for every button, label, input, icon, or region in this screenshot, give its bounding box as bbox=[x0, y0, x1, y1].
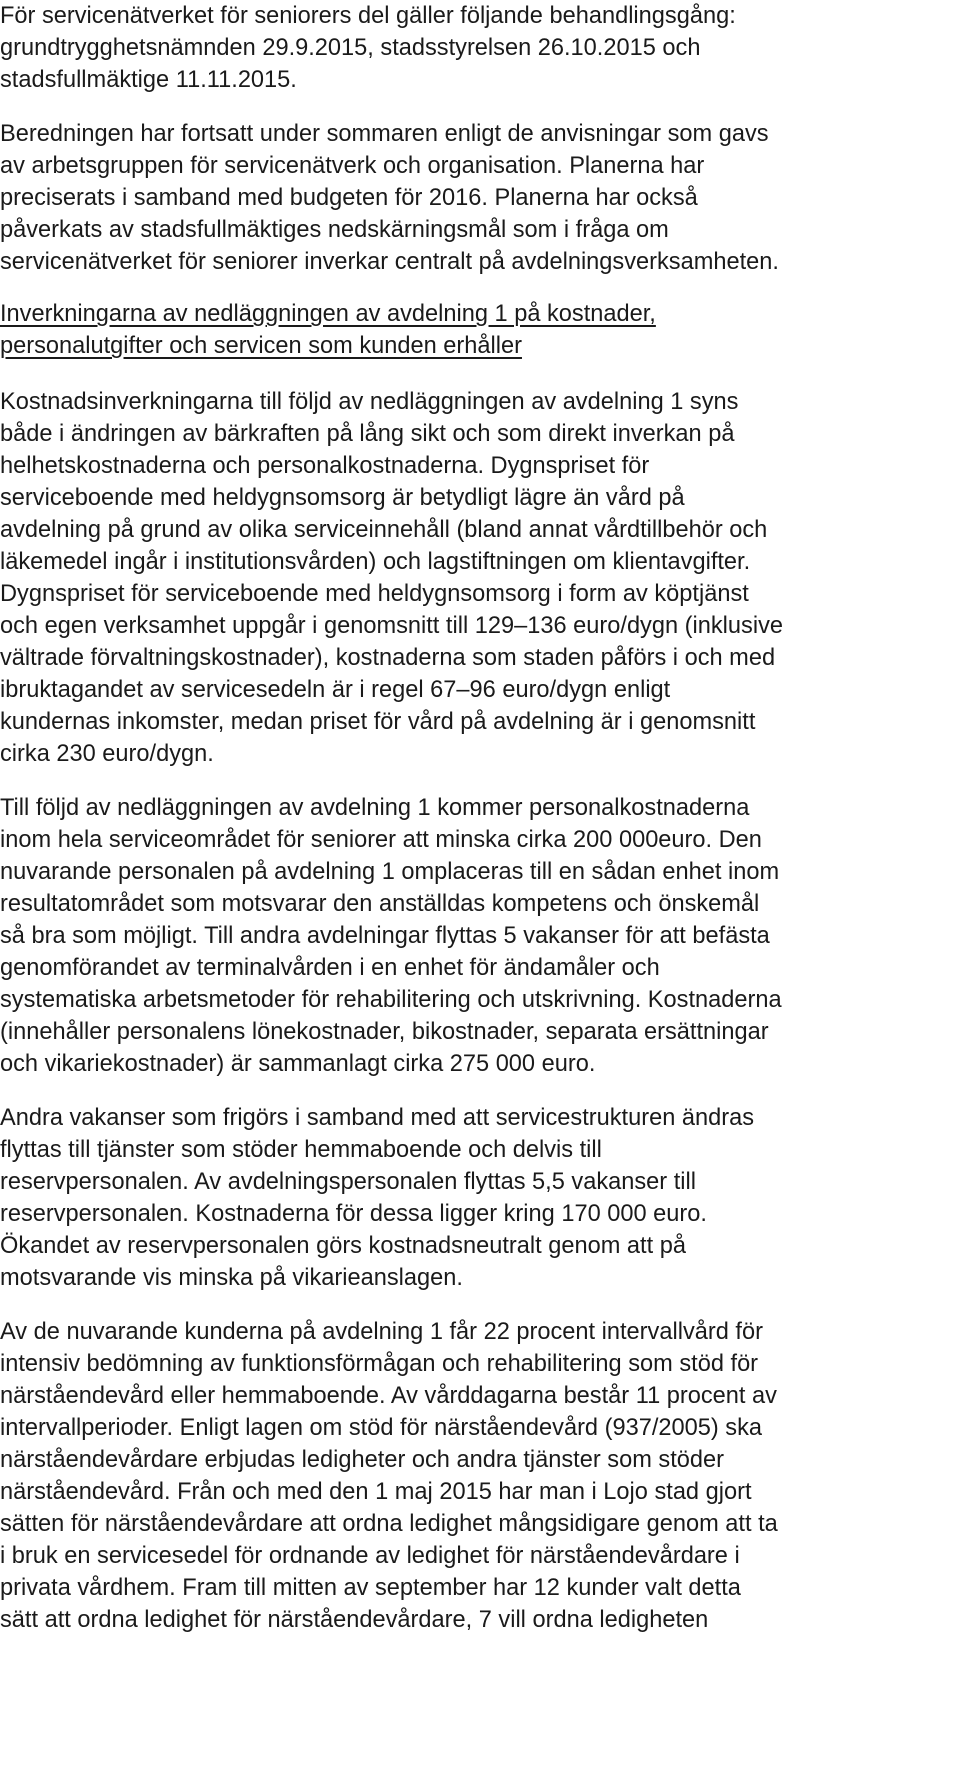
text-line: Beredningen har fortsatt under sommaren enligt de anvisningar som gavs bbox=[0, 121, 769, 147]
text-line: helhetskostnaderna och personalkostnaderna. Dygnspriset för bbox=[0, 453, 650, 479]
text-line: intervallperioder. Enligt lagen om stöd för närståendevård (937/2005) ska bbox=[0, 1415, 763, 1441]
text-line: cirka 230 euro/dygn. bbox=[0, 741, 214, 767]
text-line: Till följd av nedläggningen av avdelning 1 kommer personalkostnaderna bbox=[0, 795, 750, 821]
text-line: privata vårdhem. Fram till mitten av september har 12 kunder valt detta bbox=[0, 1575, 741, 1601]
text-line: läkemedel ingår i institutionsvården) och lagstiftningen om klientavgifter. bbox=[0, 549, 751, 575]
text-line: avdelning på grund av olika serviceinnehåll (bland annat vårdtillbehör och bbox=[0, 517, 768, 543]
text-line: vältrade förvaltningskostnader), kostnaderna som staden påförs i och med bbox=[0, 645, 776, 671]
text-line: grundtrygghetsnämnden 29.9.2015, stadsstyrelsen 26.10.2015 och bbox=[0, 35, 701, 61]
text-line: och vikariekostnader) är sammanlagt cirka 275 000 euro. bbox=[0, 1051, 596, 1077]
text-line: närståendevård. Från och med den 1 maj 2015 har man i Lojo stad gjort bbox=[0, 1479, 752, 1505]
text-line: För servicenätverket för seniorers del gäller följande behandlingsgång: bbox=[0, 3, 736, 29]
text-line: serviceboende med heldygnsomsorg är betydligt lägre än vård på bbox=[0, 485, 685, 511]
text-line: Dygnspriset för serviceboende med heldygnsomsorg i form av köptjänst bbox=[0, 581, 749, 607]
text-line: flyttas till tjänster som stöder hemmaboende och delvis till bbox=[0, 1137, 602, 1163]
section-heading: Inverkningarna av nedläggningen av avdelning 1 på kostnader, bbox=[0, 301, 656, 327]
text-line: kundernas inkomster, medan priset för vård på avdelning är i genomsnitt bbox=[0, 709, 756, 735]
text-line: Av de nuvarande kunderna på avdelning 1 får 22 procent intervallvård för bbox=[0, 1319, 763, 1345]
text-line: genomförandet av terminalvården i en enhet för ändamåler och bbox=[0, 955, 660, 981]
text-line: (innehåller personalens lönekostnader, bikostnader, separata ersättningar bbox=[0, 1019, 769, 1045]
text-line: nuvarande personalen på avdelning 1 omplaceras till en sådan enhet inom bbox=[0, 859, 780, 885]
text-line: reservpersonalen. Kostnaderna för dessa ligger kring 170 000 euro. bbox=[0, 1201, 707, 1227]
text-line: ibruktagandet av servicesedeln är i regel 67–96 euro/dygn enligt bbox=[0, 677, 671, 703]
text-line: resultatområdet som motsvarar den anställdas kompetens och önskemål bbox=[0, 891, 760, 917]
text-line: närståendevård eller hemmaboende. Av vårddagarna består 11 procent av bbox=[0, 1383, 777, 1409]
text-line: motsvarande vis minska på vikarieanslagen. bbox=[0, 1265, 463, 1291]
text-line: intensiv bedömning av funktionsförmågan och rehabilitering som stöd för bbox=[0, 1351, 759, 1377]
text-line: i bruk en servicesedel för ordnande av ledighet för närståendevårdare i bbox=[0, 1543, 740, 1569]
text-line: så bra som möjligt. Till andra avdelningar flyttas 5 vakanser för att befästa bbox=[0, 923, 770, 949]
text-line: närståendevårdare erbjudas ledigheter och andra tjänster som stöder bbox=[0, 1447, 724, 1473]
text-line: systematiska arbetsmetoder för rehabilitering och utskrivning. Kostnaderna bbox=[0, 987, 782, 1013]
text-line: reservpersonalen. Av avdelningspersonalen flyttas 5,5 vakanser till bbox=[0, 1169, 696, 1195]
text-line: preciserats i samband med budgeten för 2016. Planerna har också bbox=[0, 185, 698, 211]
text-line: inom hela serviceområdet för seniorer att minska cirka 200 000euro. Den bbox=[0, 827, 762, 853]
text-line: sätten för närståendevårdare att ordna ledighet mångsidigare genom att ta bbox=[0, 1511, 778, 1537]
text-line: servicenätverket för seniorer inverkar centralt på avdelningsverksamheten. bbox=[0, 249, 779, 275]
text-line: och egen verksamhet uppgår i genomsnitt till 129–136 euro/dygn (inklusive bbox=[0, 613, 783, 639]
text-line: Kostnadsinverkningarna till följd av nedläggningen av avdelning 1 syns bbox=[0, 389, 739, 415]
text-line: stadsfullmäktige 11.11.2015. bbox=[0, 67, 297, 93]
text-line: påverkats av stadsfullmäktiges nedskärningsmål som i fråga om bbox=[0, 217, 669, 243]
text-line: sätt att ordna ledighet för närståendevårdare, 7 vill ordna ledigheten bbox=[0, 1607, 709, 1633]
text-line: av arbetsgruppen för servicenätverk och organisation. Planerna har bbox=[0, 153, 705, 179]
text-line: både i ändringen av bärkraften på lång sikt och som direkt inverkan på bbox=[0, 421, 735, 447]
text-line: Andra vakanser som frigörs i samband med att servicestrukturen ändras bbox=[0, 1105, 755, 1131]
section-heading: personalutgifter och servicen som kunden erhåller bbox=[0, 333, 522, 359]
text-line: Ökandet av reservpersonalen görs kostnadsneutralt genom att på bbox=[0, 1233, 686, 1259]
